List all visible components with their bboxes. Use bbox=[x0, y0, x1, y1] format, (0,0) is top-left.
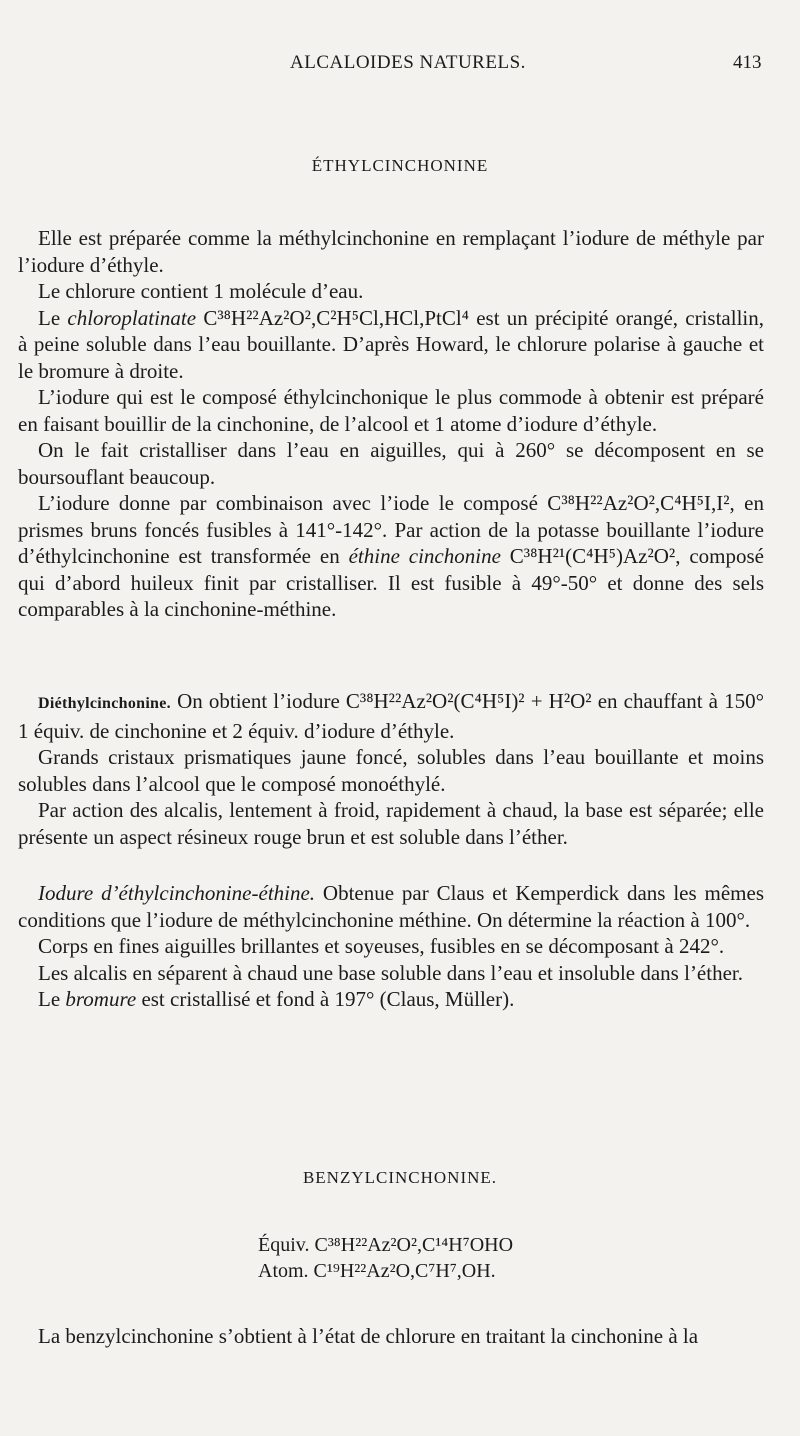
paragraph: L’iodure qui est le composé éthylcinchonique le plus commode à obtenir est préparé en faisant bouillir de la cinchonine, de l’alcool et 1 atome d’iodure d’éthyle. bbox=[18, 385, 764, 436]
page-number: 413 bbox=[733, 52, 762, 73]
section-title-benzylcinchonine: BENZYLCINCHONINE. bbox=[302, 1168, 498, 1187]
section-body-benzylcinchonine bbox=[18, 1323, 764, 1350]
run-in-heading: Iodure d’éthylcinchonine-éthine. bbox=[38, 881, 316, 905]
paragraph: La benzylcinchonine s’obtient à l’état de chlorure en traitant la cinchonine à la bbox=[38, 1324, 699, 1348]
emphasis-term: chloroplatinate bbox=[67, 305, 197, 330]
emphasis-term: bromure bbox=[65, 987, 137, 1011]
paragraph: Elle est préparée comme la méthylcinchonine en remplaçant l’iodure de méthyle par l’iodure d’éthyle. bbox=[18, 226, 764, 277]
section-body-iodure bbox=[18, 880, 764, 1013]
paragraph: Grands cristaux prismatiques jaune foncé, solubles dans l’eau bouillante et moins solubles dans l’alcool que le composé monoéthylé. bbox=[18, 745, 764, 796]
section-body-ethylcinchonine bbox=[18, 225, 764, 623]
formula-atom: Atom. C¹⁹H²²Az²O,C⁷H⁷,OH. bbox=[258, 1260, 496, 1282]
paragraph: Corps en fines aiguilles brillantes et soyeuses, fusibles en se décomposant à 242°. bbox=[38, 934, 725, 958]
emphasis-term: éthine cinchonine bbox=[348, 544, 501, 568]
section-title-ethylcinchonine: ÉTHYLCINCHONINE bbox=[311, 156, 489, 175]
paragraph: Les alcalis en séparent à chaud une base soluble dans l’eau et insoluble dans l’éther. bbox=[38, 960, 743, 985]
paragraph: Iodure d’éthylcinchonine-éthine. Obtenue par Claus et Kemperdick dans les mêmes conditions que l’iodure de méthylcinchonine méthine. On détermine la réaction à 100°. bbox=[18, 881, 764, 932]
paragraph: L’iodure donne par combinaison avec l’iode le composé C³⁸H²²Az²O²,C⁴H⁵I,I², en prismes bruns foncés fusibles à 141°-142°. Par action de la potasse bouillante l’iodure d’éthylcinchonine est transformée en éthine cinchonine C³⁸H²¹(C⁴H⁵)Az²O², composé qui d’abord huileux finit par cristalliser. Il est fusible à 49°-50° et donne des sels comparables à la cinchonine-méthine. bbox=[18, 491, 764, 621]
running-title: ALCALOIDES NATURELS. bbox=[290, 52, 526, 73]
page-header bbox=[0, 52, 800, 82]
section-body-diethylcinchonine bbox=[18, 688, 764, 850]
paragraph: On le fait cristalliser dans l’eau en aiguilles, qui à 260° se décomposent en se boursouflant beaucoup. bbox=[18, 438, 764, 489]
paragraph: Le chlorure contient 1 molécule d’eau. bbox=[38, 279, 364, 303]
paragraph: Le bromure est cristallisé et fond à 197° (Claus, Müller). bbox=[38, 987, 515, 1011]
paragraph: Par action des alcalis, lentement à froid, rapidement à chaud, la base est séparée; elle présente un aspect résineux rouge brun et est soluble dans l’éther. bbox=[18, 798, 764, 849]
paragraph: Diéthylcinchonine. On obtient l’iodure C³⁸H²²Az²O²(C⁴H⁵I)² + H²O² en chauffant à 150° 1 équiv. de cinchonine et 2 équiv. d’iodure d’éthyle. bbox=[18, 689, 764, 743]
paragraph: Le chloroplatinate C³⁸H²²Az²O²,C²H⁵Cl,HCl,PtCl⁴ est un précipité orangé, cristallin, à peine soluble dans l’eau bouillante. D’après Howard, le chlorure polarise à gauche et le bromure à droite. bbox=[18, 305, 764, 383]
formula-equiv: Équiv. C³⁸H²²Az²O²,C¹⁴H⁷OHO bbox=[258, 1234, 514, 1256]
run-in-heading: Diéthylcinchonine. bbox=[38, 695, 171, 712]
